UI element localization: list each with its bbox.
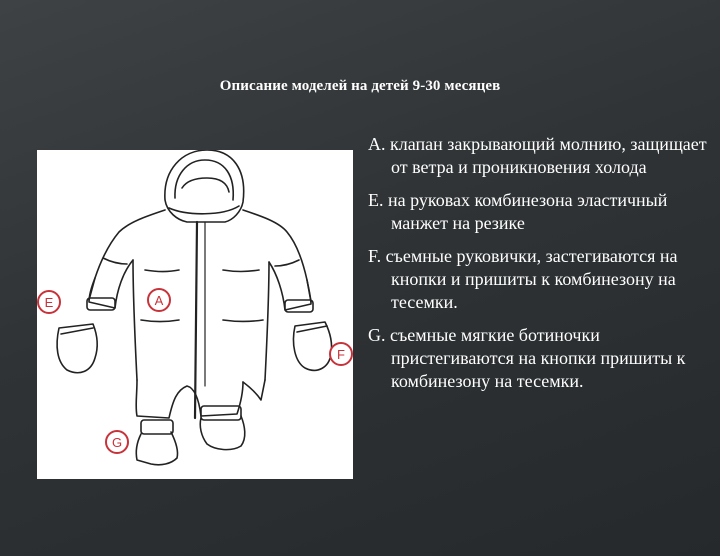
svg-text:G: G — [111, 435, 123, 450]
suit-body-drawing — [89, 210, 311, 418]
description-item-f: F. съемные руковички, застегиваются на кнопки и пришиты к комбинезону на тесемки. — [368, 246, 678, 312]
svg-text:A: A — [154, 293, 164, 308]
description-item-e: E. на руковах комбинезона эластичный манжет на резике — [368, 190, 668, 233]
marker-f — [330, 343, 352, 365]
description-list — [368, 133, 708, 403]
hood-drawing — [165, 150, 244, 222]
description-item-a: A. клапан закрывающий молнию, защищает от ветра и проникновения холода — [368, 134, 707, 177]
svg-text:F: F — [337, 347, 345, 362]
mitten-drawing — [57, 322, 331, 373]
cuff-drawing — [87, 298, 313, 312]
svg-text:E: E — [44, 295, 54, 310]
marker-e — [38, 291, 60, 313]
slide-title: Описание моделей на детей 9-30 месяцев — [219, 78, 501, 94]
snowsuit-illustration — [37, 150, 353, 479]
marker-a — [148, 289, 170, 311]
description-item-g: G. съемные мягкие ботиночки пристегиваются на кнопки пришиты к комбинезону на тесемки. — [368, 325, 686, 391]
marker-g — [106, 431, 128, 453]
